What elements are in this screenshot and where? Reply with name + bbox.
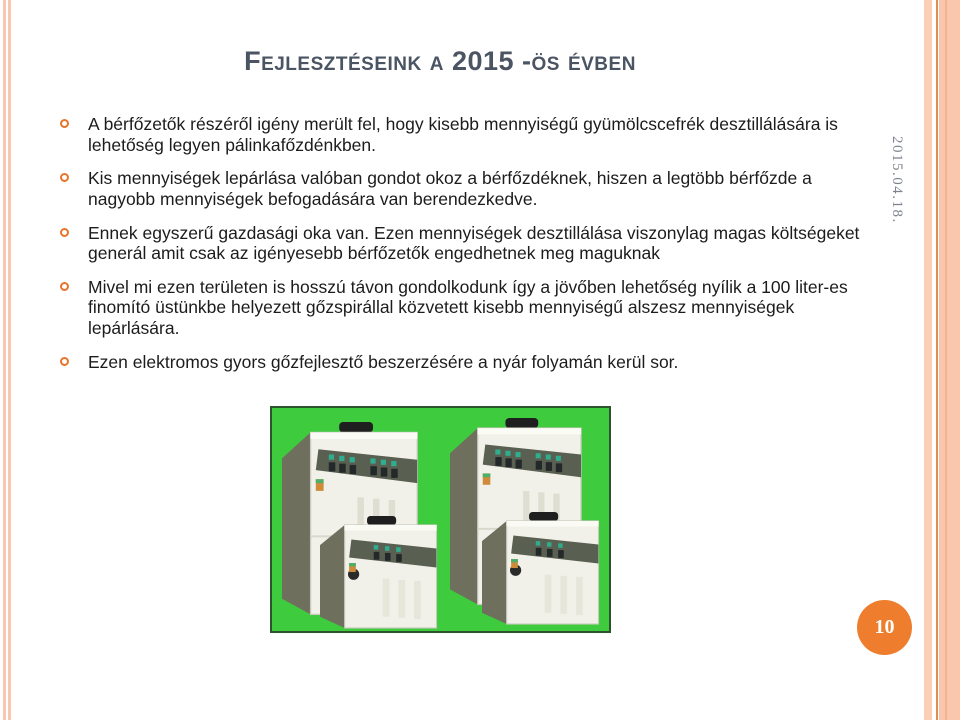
bullet-text: Mivel mi ezen területen is hosszú távon gondolkodunk így a jövőben lehetőség nyílik a 100 liter-es finomító üstünkbe helyezett gőzspirállal közvetett kisebb mennyiségű alszesz mennyiségek lepárlására. — [88, 276, 848, 339]
right-border-stripe — [924, 0, 932, 720]
bullet-item — [58, 352, 864, 373]
bullet-item — [58, 168, 864, 209]
bullet-text: A bérfőzetők részéről igény merült fel, hogy kisebb mennyiségű gyümölcscefrék desztillálására is lehetőség legyen pálinkafőzdénkben. — [88, 114, 838, 155]
right-border-line — [936, 0, 938, 720]
bullet-icon — [60, 228, 69, 237]
bullet-item — [58, 223, 864, 264]
page-number: 10 — [874, 616, 895, 638]
bullet-text: Kis mennyiségek lepárlása valóban gondot okoz a bérfőzdéknek, hiszen a legtöbb bérfőzde a nagyobb mennyiségek befogadására van berendezkedve. — [88, 168, 812, 209]
bullet-icon — [60, 282, 69, 291]
bullet-icon — [60, 357, 69, 366]
date-sidebar: 2015.04.18. — [889, 136, 905, 224]
right-border-inner-line — [945, 0, 947, 720]
bullet-text: Ennek egyszerű gazdasági oka van. Ezen mennyiségek desztillálása viszonylag magas költségeket generál amit csak az igényesebb bérfőzetők engedhetnek meg maguknak — [88, 222, 860, 264]
left-border-stripe — [3, 0, 6, 720]
right-border-band — [939, 0, 960, 720]
bullet-text: Ezen elektromos gyors gőzfejlesztő beszerzésére a nyár folyamán kerül sor. — [88, 351, 679, 372]
bullet-item — [58, 277, 864, 339]
left-border-stripe — [8, 0, 11, 720]
bullet-item — [58, 114, 864, 155]
slide-title: Fejlesztéseink a 2015 -ös évben — [244, 46, 636, 76]
steam-generators-photo — [270, 406, 611, 633]
bullet-list — [58, 114, 864, 385]
bullet-icon — [60, 119, 69, 128]
bullet-icon — [60, 173, 69, 182]
page-number-badge — [857, 600, 912, 655]
